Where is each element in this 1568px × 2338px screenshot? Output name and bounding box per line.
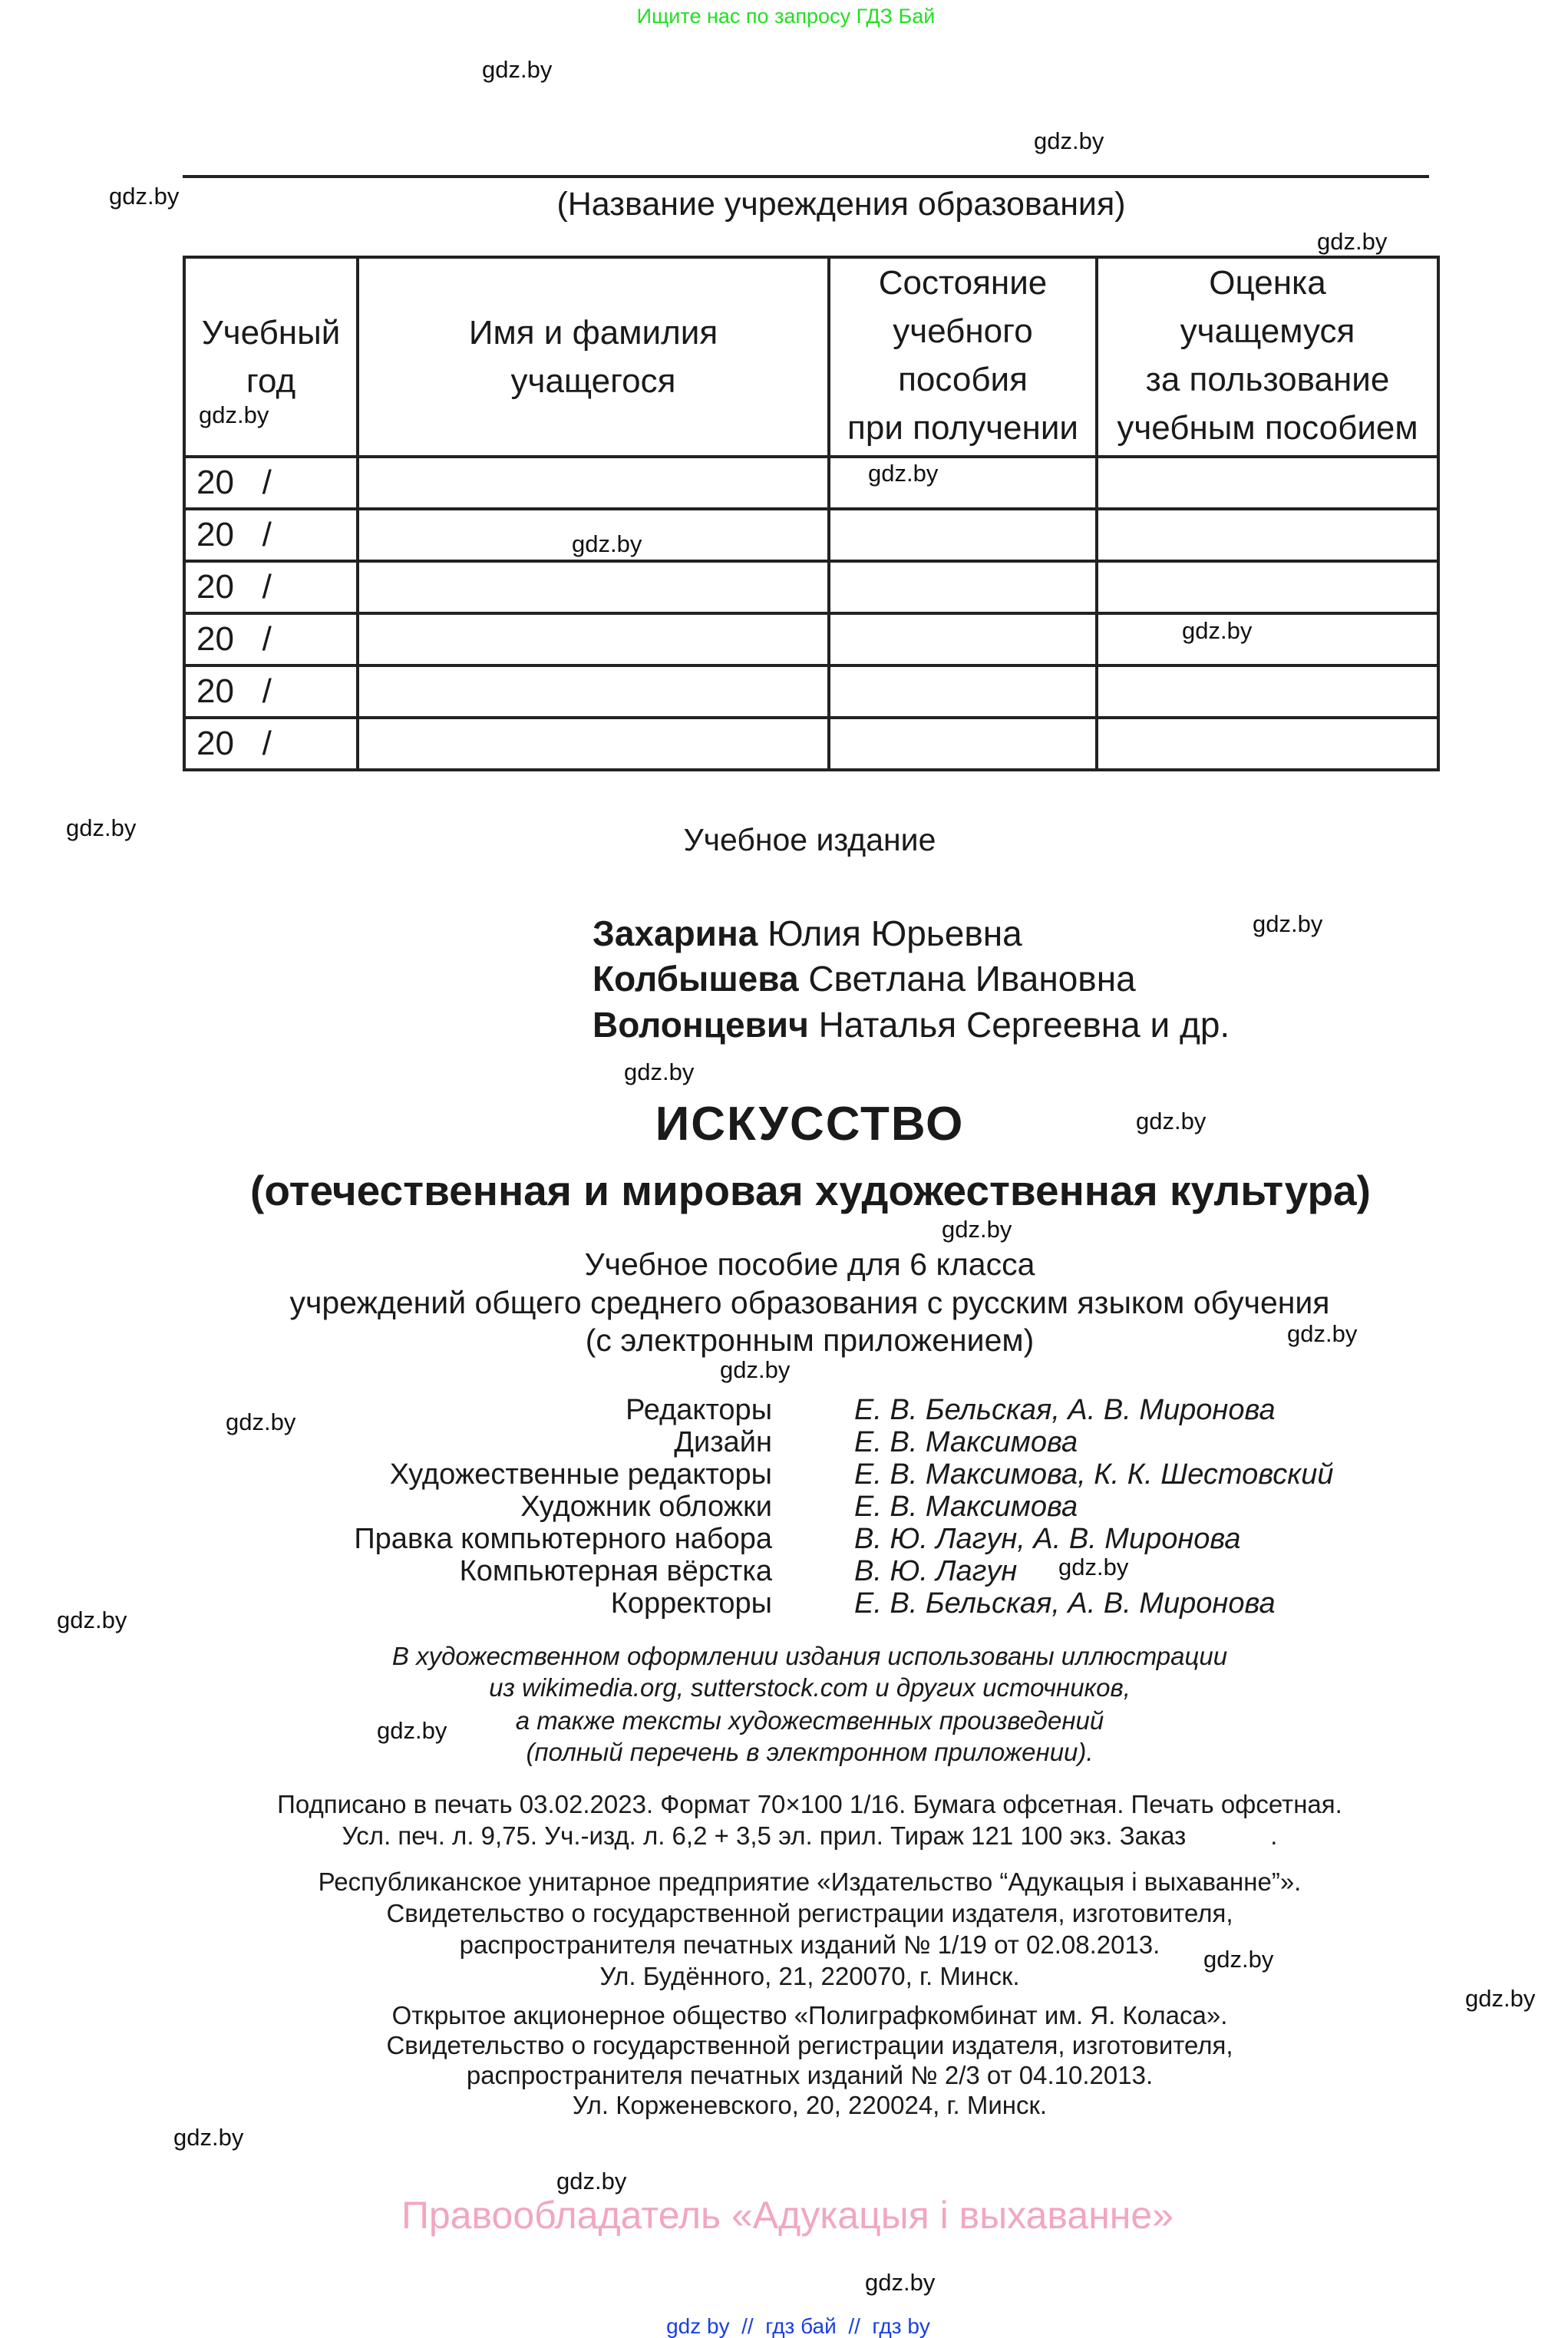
year-cell: 20 / xyxy=(184,613,358,665)
cell xyxy=(829,613,1097,665)
header-condition xyxy=(829,257,1097,457)
header-line: учащемуся xyxy=(1180,312,1355,350)
credit-role: Художественные редакторы xyxy=(389,1458,772,1491)
edition-type: Учебное издание xyxy=(683,822,936,857)
print-info-line: Усл. печ. л. 9,75. Уч.-изд. л. 6,2 + 3,5 эл. прил. Тираж 121 100 экз. Заказ . xyxy=(342,1821,1278,1850)
illustrations-note-line: а также тексты художественных произведений xyxy=(515,1706,1104,1735)
cell xyxy=(829,561,1097,613)
credit-role: Корректоры xyxy=(610,1587,772,1620)
credit-role: Компьютерная вёрстка xyxy=(459,1555,772,1587)
header-line: Имя и фамилия xyxy=(468,314,718,352)
credit-role: Художник обложки xyxy=(520,1491,772,1523)
credit-names: В. Ю. Лагун xyxy=(854,1555,1018,1587)
table-header-row xyxy=(184,257,1438,457)
header-line: при получении xyxy=(847,409,1078,447)
watermark: gdz.by xyxy=(865,2269,936,2296)
author-1 xyxy=(593,913,1022,953)
author-name: Юлия Юрьевна xyxy=(767,913,1022,953)
institution-caption: (Название учреждения образования) xyxy=(556,186,1126,223)
cell xyxy=(358,665,829,718)
watermark: gdz.by xyxy=(1287,1320,1358,1347)
publisher-line: Ул. Будённого, 21, 220070, г. Минск. xyxy=(599,1962,1020,1990)
credit-role: Правка компьютерного набора xyxy=(354,1523,772,1555)
credit-role: Дизайн xyxy=(674,1426,772,1458)
cell xyxy=(1097,457,1438,509)
credit-names: Е. В. Бельская, А. В. Миронова xyxy=(854,1587,1276,1620)
cell xyxy=(1097,665,1438,718)
watermark: gdz.by xyxy=(199,401,269,428)
header-line: Учебный xyxy=(201,314,341,352)
cell xyxy=(358,457,829,509)
table-row xyxy=(184,718,1438,770)
header-line: пособия xyxy=(898,361,1028,398)
search-banner: Ищите нас по запросу ГДЗ Бай xyxy=(636,5,936,28)
cell xyxy=(1097,509,1438,561)
printer-line: Ул. Корженевского, 20, 220024, г. Минск. xyxy=(572,2091,1048,2119)
watermark: gdz.by xyxy=(226,1408,296,1435)
header-line: год xyxy=(246,362,296,400)
watermark: gdz.by xyxy=(1182,617,1253,644)
author-name: Светлана Ивановна xyxy=(808,959,1136,999)
description-line: Учебное пособие для 6 класса xyxy=(584,1247,1035,1282)
year-cell: 20 / xyxy=(184,561,358,613)
watermark: gdz.by xyxy=(868,460,939,487)
cell xyxy=(358,718,829,770)
illustrations-note-line: В художественном оформлении издания использованы иллюстрации xyxy=(391,1642,1228,1670)
table-row xyxy=(184,561,1438,613)
watermark: gdz.by xyxy=(1253,910,1323,937)
printer-line: Свидетельство о государственной регистрации издателя, изготовителя, xyxy=(386,2031,1233,2059)
watermark: gdz.by xyxy=(109,183,180,210)
book-subtitle: (отечественная и мировая художественная культура) xyxy=(250,1167,1371,1214)
watermark: gdz.by xyxy=(1203,1946,1274,1973)
institution-line xyxy=(183,175,1429,178)
table-row xyxy=(184,509,1438,561)
watermark: gdz.by xyxy=(57,1607,127,1633)
watermark: gdz.by xyxy=(1317,228,1388,255)
author-2 xyxy=(593,959,1136,999)
table-row xyxy=(184,457,1438,509)
printer-line: распространителя печатных изданий № 2/3 от 04.10.2013. xyxy=(466,2061,1154,2089)
year-cell: 20 / xyxy=(184,718,358,770)
watermark: gdz.by xyxy=(1465,1985,1536,2012)
credit-names: Е. В. Бельская, А. В. Миронова xyxy=(854,1394,1276,1426)
cell xyxy=(829,509,1097,561)
register-table xyxy=(183,256,1440,771)
author-3 xyxy=(593,1005,1230,1045)
cell xyxy=(358,613,829,665)
header-line: учащегося xyxy=(510,362,676,400)
credit-names: Е. В. Максимова xyxy=(854,1491,1078,1523)
watermark: gdz.by xyxy=(377,1717,447,1744)
book-title: ИСКУССТВО xyxy=(655,1098,965,1151)
year-cell: 20 / xyxy=(184,457,358,509)
print-info-line: Подписано в печать 03.02.2023. Формат 70×100 1/16. Бумага офсетная. Печать офсетная. xyxy=(277,1790,1342,1818)
watermark: gdz.by xyxy=(624,1058,695,1085)
watermark: gdz.by xyxy=(942,1216,1012,1243)
credit-names: Е. В. Максимова, К. К. Шестовский xyxy=(854,1458,1334,1491)
watermark: gdz.by xyxy=(66,814,137,841)
description-line: учреждений общего среднего образования с русским языком обучения xyxy=(289,1285,1330,1320)
cell xyxy=(829,718,1097,770)
header-student xyxy=(358,257,829,457)
watermark: gdz.by xyxy=(572,530,642,557)
cell xyxy=(829,665,1097,718)
header-line: учебного xyxy=(893,312,1033,350)
header-grade xyxy=(1097,257,1438,457)
publisher-line: распространителя печатных изданий № 1/19 от 02.08.2013. xyxy=(459,1930,1160,1959)
credit-names: В. Ю. Лагун, А. В. Миронова xyxy=(854,1523,1241,1555)
watermark: gdz.by xyxy=(173,2124,244,2151)
author-surname: Волонцевич xyxy=(593,1005,809,1045)
illustrations-note-line: из wikimedia.org, sutterstock.com и других источников, xyxy=(489,1673,1131,1702)
printer-line: Открытое акционерное общество «Полиграфкомбинат им. Я. Коласа». xyxy=(391,2001,1228,2029)
header-line: учебным пособием xyxy=(1117,409,1418,447)
footer-links[interactable]: gdz by // гдз бай // гдз by xyxy=(666,2314,930,2338)
cell xyxy=(1097,613,1438,665)
author-surname: Захарина xyxy=(593,913,758,953)
cell xyxy=(1097,718,1438,770)
illustrations-note-line: (полный перечень в электронном приложении). xyxy=(526,1738,1094,1766)
watermark: gdz.by xyxy=(720,1356,791,1383)
header-line: Состояние xyxy=(878,264,1048,302)
cell xyxy=(358,561,829,613)
author-name: Наталья Сергеевна и др. xyxy=(818,1005,1230,1045)
author-surname: Колбышева xyxy=(593,959,799,999)
credit-names: Е. В. Максимова xyxy=(854,1426,1078,1458)
credit-role: Редакторы xyxy=(626,1394,772,1426)
watermark: gdz.by xyxy=(1136,1108,1207,1134)
watermark: gdz.by xyxy=(1034,127,1104,154)
watermark: gdz.by xyxy=(1058,1554,1129,1580)
header-line: за пользование xyxy=(1145,361,1390,398)
year-cell: 20 / xyxy=(184,509,358,561)
watermark: gdz.by xyxy=(482,56,553,83)
watermark: gdz.by xyxy=(556,2168,627,2194)
cell xyxy=(1097,561,1438,613)
description-line: (с электронным приложением) xyxy=(585,1323,1035,1358)
table-row xyxy=(184,665,1438,718)
year-cell: 20 / xyxy=(184,665,358,718)
header-line: Оценка xyxy=(1209,264,1326,302)
publisher-line: Свидетельство о государственной регистрации издателя, изготовителя, xyxy=(386,1899,1233,1927)
rights-holder-watermark: Правообладатель «Адукацыя і выхаванне» xyxy=(401,2194,1174,2237)
publisher-line: Республиканское унитарное предприятие «Издательство “Адукацыя і выхаванне”». xyxy=(318,1867,1302,1896)
